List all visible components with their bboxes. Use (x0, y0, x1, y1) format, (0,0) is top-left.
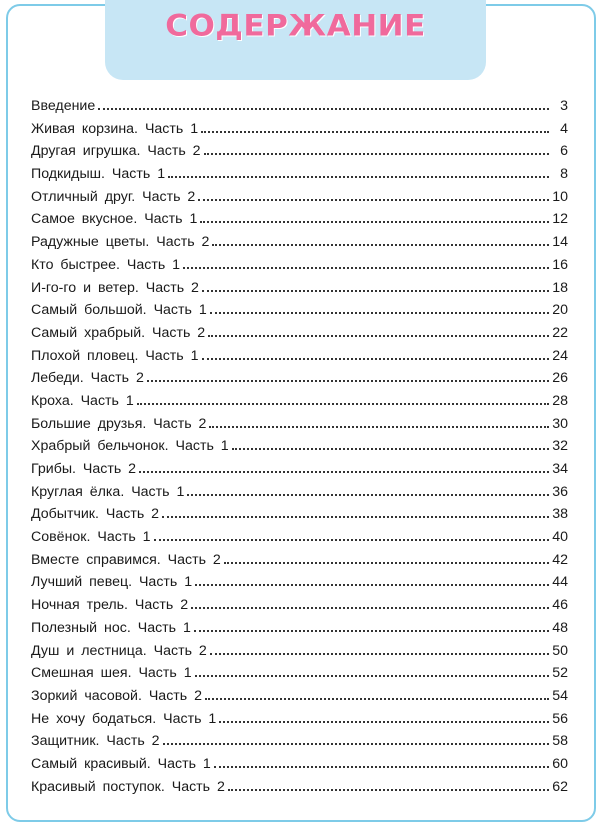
dot-leader (163, 743, 549, 745)
toc-entry-page: 10 (552, 188, 568, 205)
toc-entry[interactable] (31, 370, 568, 393)
toc-entry-page: 56 (552, 710, 568, 727)
dot-leader (219, 721, 549, 723)
dot-leader (209, 426, 549, 428)
toc-entry-page: 50 (552, 642, 568, 659)
dot-leader (210, 653, 549, 655)
toc-entry-page: 28 (552, 392, 568, 409)
toc-entry[interactable] (31, 348, 568, 371)
toc-entry[interactable] (31, 711, 568, 734)
toc-entry-page: 22 (552, 324, 568, 341)
dot-leader (232, 448, 549, 450)
toc-entry[interactable] (31, 234, 568, 257)
dot-leader (204, 153, 549, 155)
dot-leader (154, 539, 549, 541)
toc-entry[interactable] (31, 98, 568, 121)
toc-entry-title: Лебеди. Часть 2 (31, 370, 144, 387)
dot-leader (139, 471, 549, 473)
toc-entry-page: 38 (552, 506, 568, 523)
dot-leader (191, 607, 549, 609)
dot-leader (168, 176, 549, 178)
toc-entry[interactable] (31, 143, 568, 166)
toc-entry-title: Кроха. Часть 1 (31, 392, 134, 409)
table-of-contents (31, 98, 568, 801)
dot-leader (202, 358, 549, 360)
toc-entry-page: 30 (552, 415, 568, 432)
toc-entry-page: 34 (552, 461, 568, 477)
dot-leader (224, 562, 549, 564)
dot-leader (208, 335, 549, 337)
toc-entry-title: Смешная шея. Часть 1 (31, 665, 192, 682)
toc-entry-title: Ночная трель. Часть 2 (31, 597, 189, 614)
dot-leader (98, 108, 549, 110)
toc-entry[interactable] (31, 438, 568, 461)
dot-leader (200, 221, 549, 223)
toc-entry-title: Храбрый бельчонок. Часть 1 (31, 438, 229, 455)
toc-entry-title: Отличный друг. Часть 2 (31, 188, 196, 205)
toc-entry-page: 46 (552, 597, 568, 614)
page-title: СОДЕРЖАНИЕ (165, 8, 426, 44)
toc-entry-page: 16 (552, 256, 568, 273)
dot-leader (187, 494, 549, 496)
toc-entry-page: 8 (560, 166, 568, 183)
toc-entry[interactable] (31, 779, 568, 802)
toc-entry-title: И-го-го и ветер. Часть 2 (31, 279, 199, 296)
dot-leader (210, 312, 549, 314)
dot-leader (201, 131, 549, 133)
toc-entry-title: Добытчик. Часть 2 (31, 506, 160, 523)
toc-entry[interactable] (31, 620, 568, 643)
toc-entry[interactable] (31, 461, 568, 484)
toc-entry-title: Полезный нос. Часть 1 (31, 619, 191, 636)
toc-entry[interactable] (31, 733, 568, 756)
title-tab (105, 0, 486, 80)
toc-entry-page: 62 (552, 778, 568, 795)
toc-entry[interactable] (31, 393, 568, 416)
toc-entry-title: Живая корзина. Часть 1 (31, 120, 199, 137)
dot-leader (162, 516, 549, 518)
toc-entry[interactable] (31, 665, 568, 688)
toc-entry-title: Подкидыш. Часть 1 (31, 166, 166, 183)
toc-entry[interactable] (31, 189, 568, 212)
toc-entry[interactable] (31, 416, 568, 439)
toc-entry-page: 26 (552, 370, 568, 387)
toc-entry-title: Другая игрушка. Часть 2 (31, 143, 201, 160)
dot-leader (195, 584, 549, 586)
toc-entry[interactable] (31, 257, 568, 280)
toc-entry-title: Зоркий часовой. Часть 2 (31, 687, 203, 704)
dot-leader (183, 267, 549, 269)
toc-entry-page: 40 (552, 529, 568, 546)
toc-entry-title: Радужные цветы. Часть 2 (31, 234, 210, 251)
toc-entry[interactable] (31, 574, 568, 597)
toc-entry[interactable] (31, 756, 568, 779)
toc-entry-title: Красивый поступок. Часть 2 (31, 778, 225, 795)
toc-entry-title: Самый храбрый. Часть 2 (31, 324, 206, 341)
toc-entry-page: 32 (552, 438, 568, 455)
toc-entry-page: 36 (552, 483, 568, 500)
toc-entry-title: Самый красивый. Часть 1 (31, 755, 211, 772)
toc-entry-title: Большие друзья. Часть 2 (31, 415, 207, 432)
toc-entry[interactable] (31, 302, 568, 325)
toc-entry-page: 12 (552, 211, 568, 228)
toc-entry-title: Не хочу бодаться. Часть 1 (31, 710, 217, 727)
toc-entry-page: 60 (552, 755, 568, 772)
dot-leader (195, 675, 549, 677)
dot-leader (214, 766, 549, 768)
toc-entry[interactable] (31, 597, 568, 620)
toc-entry-page: 42 (552, 551, 568, 568)
toc-entry[interactable] (31, 643, 568, 666)
toc-entry-page: 18 (552, 279, 568, 296)
dot-leader (228, 789, 549, 791)
toc-entry-page: 54 (552, 687, 568, 704)
toc-entry-title: Вместе справимся. Часть 2 (31, 551, 221, 568)
toc-entry[interactable] (31, 166, 568, 189)
toc-entry-page: 52 (552, 665, 568, 682)
toc-entry-title: Круглая ёлка. Часть 1 (31, 483, 185, 500)
toc-entry-title: Совёнок. Часть 1 (31, 529, 151, 546)
toc-entry-title: Кто быстрее. Часть 1 (31, 256, 181, 273)
toc-entry[interactable] (31, 688, 568, 711)
toc-entry[interactable] (31, 211, 568, 234)
dot-leader (198, 199, 549, 201)
toc-entry[interactable] (31, 325, 568, 348)
toc-entry-title: Самое вкусное. Часть 1 (31, 211, 198, 228)
toc-entry-page: 3 (560, 98, 568, 114)
toc-entry-title: Самый большой. Часть 1 (31, 302, 207, 319)
dot-leader (212, 244, 549, 246)
toc-entry-page: 6 (560, 143, 568, 160)
toc-entry-page: 20 (552, 302, 568, 319)
dot-leader (147, 380, 549, 382)
toc-entry[interactable] (31, 506, 568, 529)
toc-entry-title: Плохой пловец. Часть 1 (31, 347, 199, 364)
toc-entry-title: Грибы. Часть 2 (31, 461, 137, 477)
toc-entry-page: 24 (552, 347, 568, 364)
toc-entry-page: 4 (560, 120, 568, 137)
toc-entry[interactable] (31, 484, 568, 507)
dot-leader (194, 630, 549, 632)
dot-leader (205, 698, 549, 700)
toc-entry[interactable] (31, 529, 568, 552)
toc-entry-page: 44 (552, 574, 568, 591)
toc-entry-title: Введение (31, 98, 96, 114)
toc-entry[interactable] (31, 121, 568, 144)
dot-leader (137, 403, 549, 405)
toc-entry-page: 58 (552, 733, 568, 750)
dot-leader (202, 290, 549, 292)
toc-entry-title: Защитник. Часть 2 (31, 733, 160, 750)
toc-entry-title: Душ и лестница. Часть 2 (31, 642, 207, 659)
toc-entry[interactable] (31, 552, 568, 575)
toc-entry[interactable] (31, 280, 568, 303)
toc-entry-page: 48 (552, 619, 568, 636)
toc-entry-title: Лучший певец. Часть 1 (31, 574, 193, 591)
toc-entry-page: 14 (552, 234, 568, 251)
